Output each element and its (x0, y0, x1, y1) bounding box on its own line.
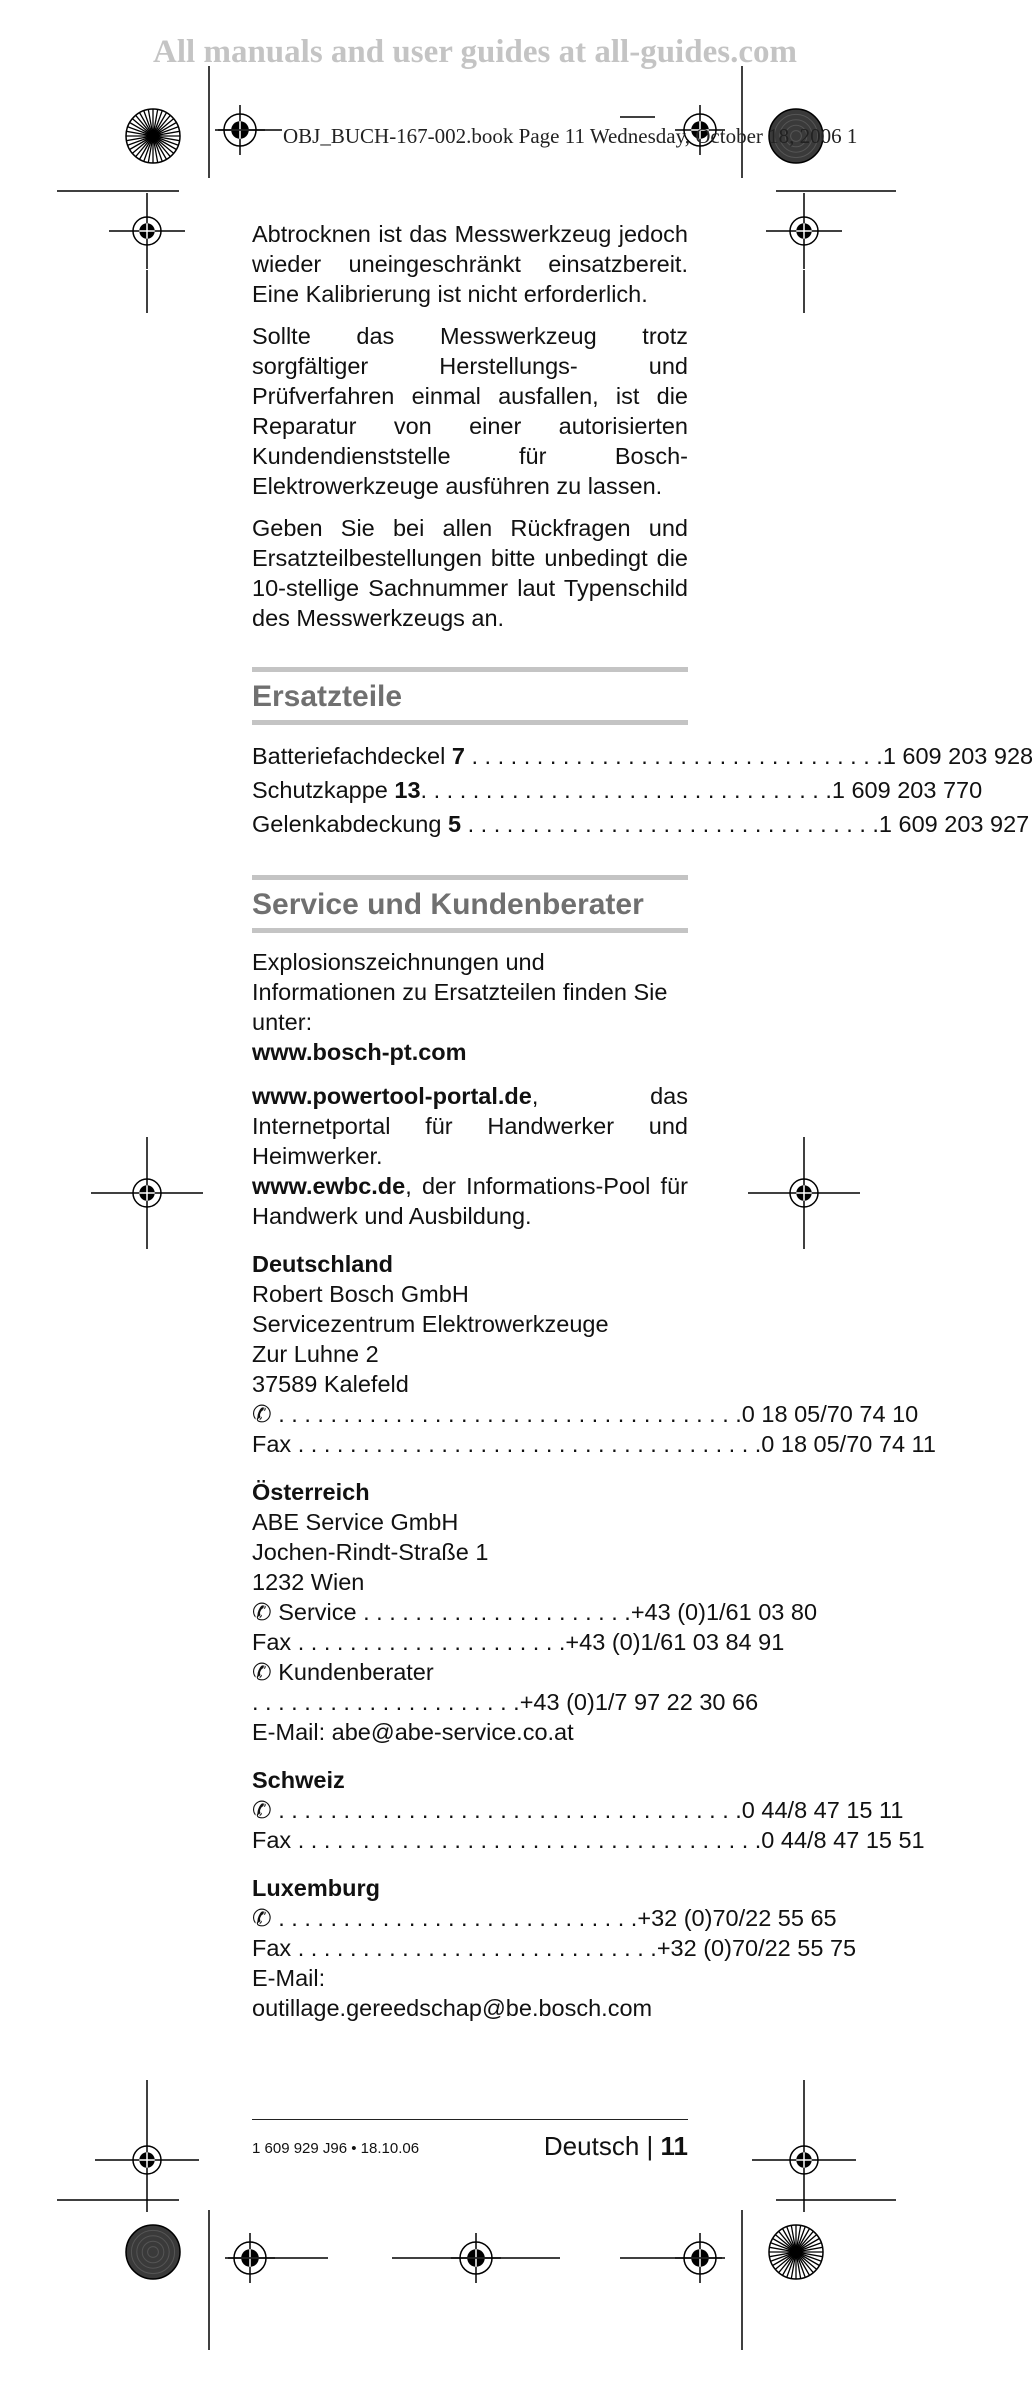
leader-dots: . . . . . . . . . . . . . . . . . . . . . (291, 1629, 566, 1655)
advisor-phone-line (252, 1687, 759, 1717)
part-row (252, 739, 1033, 773)
address-line: Robert Bosch GmbH (252, 1281, 469, 1307)
country-heading: Österreich (252, 1479, 370, 1505)
address-line: Servicezentrum Elektrowerkzeuge (252, 1311, 609, 1337)
phone-icon: ✆ (252, 1797, 272, 1823)
service-intro-text: Explosionszeichnungen und Informationen zu Ersatzteilen finden Sie unter: (252, 949, 668, 1035)
fax-number: 0 18 05/70 74 11 (761, 1431, 936, 1457)
phone-number: 0 44/8 47 15 11 (741, 1797, 904, 1823)
phone-line (252, 1399, 919, 1429)
address-line: 37589 Kalefeld (252, 1371, 409, 1397)
footer-section: Deutsch (543, 2131, 640, 2161)
color-target-solid (126, 2225, 180, 2279)
part-ref: 13 (394, 777, 421, 803)
fax-number: 0 44/8 47 15 51 (761, 1827, 925, 1853)
contact-switzerland (252, 1765, 925, 1855)
print-slug: OBJ_BUCH-167-002.book Page 11 Wednesday, October 18, 2006 1 (283, 124, 858, 148)
contact-austria (252, 1477, 818, 1747)
phone-number: +32 (0)70/22 55 65 (637, 1905, 837, 1931)
leader-dots: . . . . . . . . . . . . . . . . . . . . . . . . . . . . . . . . . . . . (291, 1827, 762, 1853)
advisor-label: ✆ Kundenberater (252, 1659, 434, 1685)
footer-page-label: Deutsch | 11 (543, 2131, 688, 2161)
country-heading: Schweiz (252, 1767, 345, 1793)
part-row (252, 773, 983, 807)
address-line: 1232 Wien (252, 1569, 365, 1595)
part-ref: 7 (451, 743, 465, 769)
page-content (252, 219, 1033, 2037)
fax-label: Fax (252, 1629, 292, 1655)
part-name: Batteriefachdeckel (252, 743, 446, 769)
phone-line (252, 1903, 837, 1933)
part-row (252, 807, 1030, 841)
address-line: Jochen-Rindt-Straße 1 (252, 1539, 489, 1565)
country-heading: Luxemburg (252, 1875, 380, 1901)
fax-label: Fax (252, 1431, 292, 1457)
part-number: 1 609 203 928 (882, 743, 1033, 769)
page-number: 11 (660, 2131, 688, 2161)
contact-germany (252, 1249, 936, 1459)
phone-icon: ✆ (252, 1905, 272, 1931)
link-bosch-pt[interactable]: www.bosch-pt.com (252, 1039, 467, 1065)
contact-luxembourg (252, 1873, 857, 2023)
leader-dots: . . . . . . . . . . . . . . . . . . . . . . . . . . . . . . . . (420, 777, 832, 803)
footer-doc-number: 1 609 929 J96 • 18.10.06 (252, 2140, 420, 2157)
watermark: All manuals and user guides at all-guides.com (153, 34, 797, 70)
spare-parts-list (252, 739, 1033, 841)
spare-parts-heading: Ersatzteile (252, 667, 688, 725)
leader-dots: . . . . . . . . . . . . . . . . . . . . . . . . . . . . . . . . (461, 811, 879, 837)
email-line[interactable]: E-Mail: abe@abe-service.co.at (252, 1719, 574, 1745)
country-heading: Deutschland (252, 1251, 394, 1277)
link-ewbc[interactable]: www.ewbc.de (252, 1173, 406, 1199)
ewbc-text: , der Informations-Pool für Handwerk und Ausbildung. (252, 1173, 688, 1229)
part-name: Gelenkabdeckung (252, 811, 442, 837)
address-line: Zur Luhne 2 (252, 1341, 379, 1367)
leader-dots: . . . . . . . . . . . . . . . . . . . . . . . . . . . . . . . . . . . . (271, 1401, 742, 1427)
part-number: 1 609 203 770 (831, 777, 983, 803)
service-intro (252, 947, 688, 1067)
leader-dots: . . . . . . . . . . . . . . . . . . . . . . . . . . . . (291, 1935, 657, 1961)
fax-line (252, 1627, 785, 1657)
advisor-phone-number: +43 (0)1/7 97 22 30 66 (519, 1689, 759, 1715)
leader-dots: . . . . . . . . . . . . . . . . . . . . . . . . . . . . . . . . (464, 743, 883, 769)
paragraph-repair: Sollte das Messwerkzeug trotz sorgfältiger Herstellungs- und Prüfverfahren einmal ausfallen, ist die Reparatur von einer autorisierten Kundendienststelle für Bosch-Elektrowerkzeuge ausführen zu lassen. (252, 323, 688, 499)
part-name: Schutzkappe (252, 777, 388, 803)
part-number: 1 609 203 927 (878, 811, 1030, 837)
fax-line (252, 1429, 936, 1459)
phone-line (252, 1795, 904, 1825)
fax-label: Fax (252, 1827, 292, 1853)
phone-number: 0 18 05/70 74 10 (741, 1401, 919, 1427)
email-address[interactable]: outillage.gereedschap@be.bosch.com (252, 1995, 653, 2021)
fax-line (252, 1825, 925, 1855)
part-ref: 5 (447, 811, 462, 837)
link-powertool-portal[interactable]: www.powertool-portal.de (252, 1083, 532, 1109)
fax-number: +32 (0)70/22 55 75 (656, 1935, 857, 1961)
email-label: E-Mail: (252, 1965, 326, 1991)
service-portals (252, 1081, 688, 1231)
service-phone-label: ✆ Service (252, 1599, 357, 1625)
paragraph-drying: Abtrocknen ist das Messwerkzeug jedoch wieder uneingeschränkt einsatzbereit. Eine Kalibrierung ist nicht erforderlich. (252, 221, 688, 307)
powertool-portal-text: , das Internetportal für Handwerker und Heimwerker. (252, 1083, 688, 1169)
fax-label: Fax (252, 1935, 292, 1961)
address-line: ABE Service GmbH (252, 1509, 459, 1535)
fax-number: +43 (0)1/61 03 84 91 (565, 1629, 785, 1655)
leader-dots: . . . . . . . . . . . . . . . . . . . . . . . . . . . . . . . . . . . . (271, 1797, 742, 1823)
paragraph-part-number: Geben Sie bei allen Rückfragen und Ersatzteilbestellungen bitte unbedingt die 10-stellige Sachnummer laut Typenschild des Messwerkzeugs an. (252, 515, 688, 631)
service-phone-line (252, 1597, 818, 1627)
service-phone-number: +43 (0)1/61 03 80 (630, 1599, 818, 1625)
leader-dots: . . . . . . . . . . . . . . . . . . . . . (252, 1689, 520, 1715)
phone-icon: ✆ (252, 1401, 272, 1427)
leader-dots: . . . . . . . . . . . . . . . . . . . . . . . . . . . . (271, 1905, 638, 1931)
leader-dots: . . . . . . . . . . . . . . . . . . . . . . . . . . . . . . . . . . . . (291, 1431, 762, 1457)
fax-line (252, 1933, 857, 1963)
service-heading: Service und Kundenberater (252, 875, 688, 933)
footer-rule (252, 2119, 688, 2120)
leader-dots: . . . . . . . . . . . . . . . . . . . . . (356, 1599, 631, 1625)
